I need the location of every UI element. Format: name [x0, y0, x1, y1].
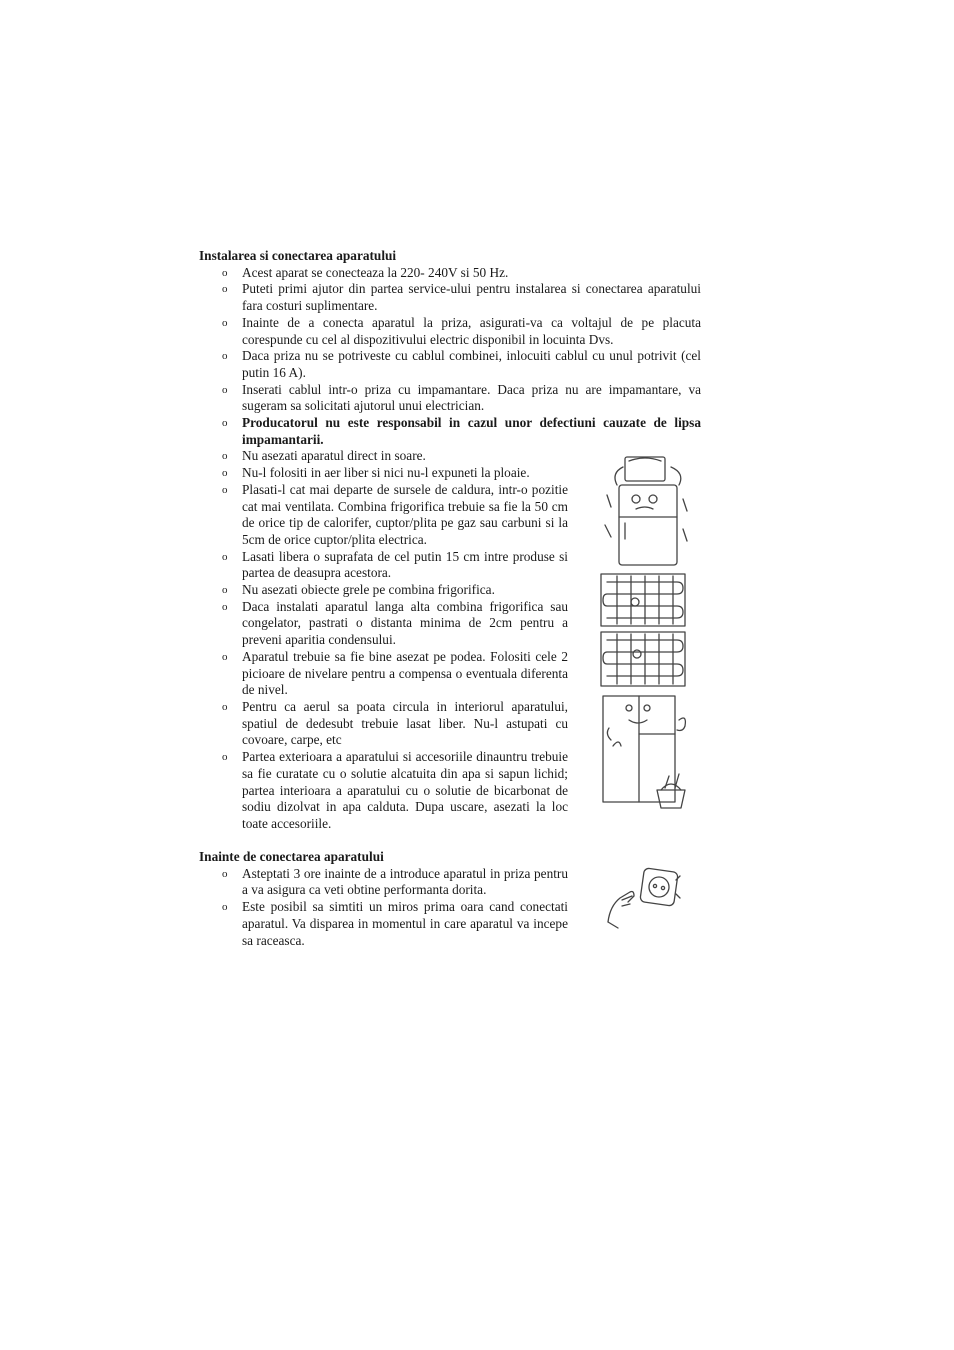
bullet-marker: o — [222, 867, 228, 880]
list-item: o Pentru ca aerul sa poata circula in interiorul aparatului, spatiul de dedesubt trebuie lasat liber. Nu-l astupati cu covoare, carpe, etc — [222, 698, 568, 748]
list-item: o Lasati libera o suprafata de cel putin 15 cm intre produse si partea de deasupra acestora. — [222, 548, 568, 581]
installation-list-full — [199, 265, 701, 449]
bullet-marker: o — [222, 700, 228, 713]
condenser-grid-top-illustration — [599, 572, 689, 628]
list-item: o Este posibil sa simtiti un miros prima oara cand conectati aparatul. Va disparea in momentul in care aparatul va incepe sa raceasca. — [222, 899, 568, 948]
bullet-marker: o — [222, 467, 228, 480]
list-item: o Partea exterioara a aparatului si accesoriile dinauntru trebuie sa fie curatate cu o solutie alcatuita din apa si sapun lichid; partea interioara a aparatului cu o solutie de bicarbonat de sodiu dizolvat in apa calduta. Dupa uscare, asezati la loc toate accesoriile. — [222, 749, 568, 831]
bullet-marker: o — [222, 650, 228, 663]
list-item: o Asteptati 3 ore inainte de a introduce aparatul in priza pentru a va asigura ca veti obtine performanta dorita. — [222, 865, 568, 898]
list-item: o Daca priza nu se potriveste cu cablul combinei, inlocuiti cablul cu unul potrivit (cel putin 16 A). — [222, 348, 701, 380]
hand-socket-illustration — [604, 866, 682, 932]
list-item: o Daca instalati aparatul langa alta combina frigorifica sau congelator, pastrati o distanta minima de 2cm pentru a preveni aparitia condensului. — [222, 598, 568, 648]
list-item: o Nu asezati aparatul direct in soare. — [222, 448, 426, 464]
bullet-marker: o — [222, 901, 228, 914]
list-item: o Inainte de a conecta aparatul la priza, asigurati-va ca voltajul de pe placuta corespunde cu cel al dispozitivului electric disponibil in locuinta Dvs. — [222, 314, 701, 347]
list-item: o Inserati cablul intr-o priza cu impamantare. Daca priza nu are impamantare, va sugeram sa solicitati ajutorul unui electrician. — [222, 381, 701, 414]
fridge-overloaded-illustration — [603, 455, 689, 567]
list-item: o Aparatul trebuie sa fie bine asezat pe podea. Folositi cele 2 picioare de nivelare pentru a compensa o eventuala diferenta de nivel. — [222, 648, 568, 698]
list-item-warning: o Producatorul nu este responsabil in cazul unor defectiuni cauzate de lipsa impamantarii. — [222, 415, 701, 447]
bullet-marker: o — [222, 483, 228, 496]
bullet-marker: o — [222, 383, 228, 396]
bullet-marker: o — [222, 550, 228, 563]
fridge-cleaning-illustration — [599, 690, 691, 810]
list-item: o Nu-l folositi in aer liber si nici nu-l expuneti la ploaie. — [222, 465, 530, 481]
bullet-marker: o — [222, 600, 228, 613]
bullet-marker: o — [222, 751, 228, 764]
bullet-marker: o — [222, 283, 228, 296]
list-item: o Acest aparat se conecteaza la 220- 240V si 50 Hz. — [222, 264, 509, 280]
bullet-marker: o — [222, 584, 228, 597]
bullet-marker: o — [222, 350, 228, 363]
list-item: o Puteti primi ajutor din partea service-ului pentru instalarea si conectarea aparatului fara costuri suplimentare. — [222, 281, 701, 314]
list-item: o Plasati-l cat mai departe de sursele de caldura, intr-o pozitie cat mai ventilata. Combina frigorifica trebuie sa fie la 50 cm de orice tip de calorifer, cuptor/plita pe gaz sau carbuni si la 5cm de orice cuptor/plita electrica. — [222, 481, 568, 547]
section-heading-installation: Instalarea si conectarea aparatului — [199, 248, 397, 263]
bullet-marker: o — [222, 266, 228, 279]
bullet-marker: o — [222, 316, 228, 329]
section-heading-before-connecting: Inainte de conectarea aparatului — [199, 849, 384, 864]
bullet-marker: o — [222, 417, 228, 430]
condenser-grid-bottom-illustration — [599, 630, 689, 688]
bullet-marker: o — [222, 450, 228, 463]
list-item: o Nu asezati obiecte grele pe combina frigorifica. — [222, 582, 495, 598]
